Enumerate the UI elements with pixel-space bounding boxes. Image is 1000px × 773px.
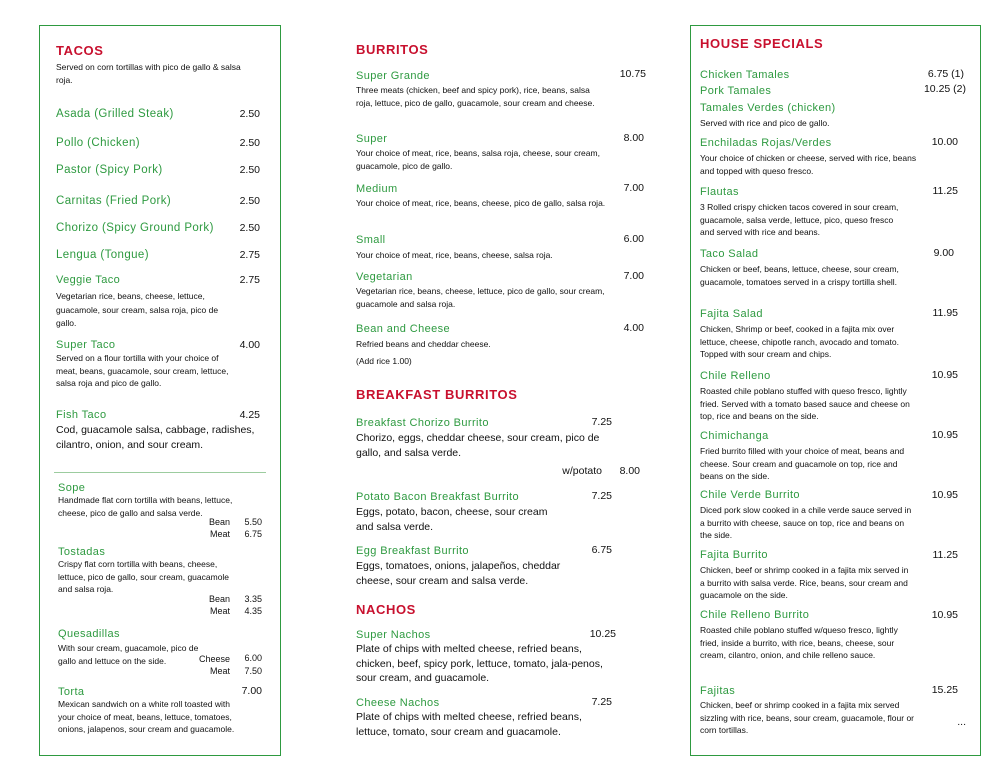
menu-item-description: Three meats (chicken, beef and spicy pork), rice, beans, salsa roja, lettuce, pico de gallo, guacamole, sour cream and cheese. xyxy=(356,85,595,108)
burritos-panel xyxy=(340,25,652,756)
option-price: 6.75 xyxy=(244,529,262,539)
menu-item-description: Diced pork slow cooked in a chile verde sauce served in a burrito with cheese, sauce on top, rice and beans on the side. xyxy=(700,505,912,540)
option-price: 6.00 xyxy=(244,653,262,663)
menu-item-name: Chicken Tamales xyxy=(700,69,790,81)
menu-item-name: Potato Bacon Breakfast Burrito xyxy=(356,491,520,503)
menu-item-name: Enchiladas Rojas/Verdes xyxy=(700,137,832,149)
menu-item-name: Flautas xyxy=(700,186,739,198)
menu-item-price: 2.75 xyxy=(239,274,260,286)
menu-item-description: Mexican sandwich on a white roll toasted with your choice of meat, beans, lettuce, tomatoes, onions, jalapenos, sour cream and guacamole. xyxy=(58,699,235,734)
menu-item-price: 6.00 xyxy=(623,233,644,245)
menu-item-price: 7.00 xyxy=(241,685,262,697)
house-specials-panel xyxy=(690,25,981,756)
option-price: 7.50 xyxy=(244,666,262,676)
menu-item-price: 2.75 xyxy=(239,249,260,261)
menu-item-price: 7.00 xyxy=(623,182,644,194)
menu-item-price: 10.00 xyxy=(931,136,958,148)
menu-item-name: Chile Relleno xyxy=(700,370,771,382)
menu-item-description: Eggs, tomatoes, onions, jalapeños, cheddar cheese, sour cream and salsa verde. xyxy=(356,560,561,587)
menu-item-description: Your choice of meat, rice, beans, salsa roja, cheese, sour cream, guacamole, pico de gallo. xyxy=(356,148,600,171)
burritos-title: BURRITOS xyxy=(356,42,429,57)
menu-item-price: 2.50 xyxy=(239,137,260,149)
menu-item-name: Chimichanga xyxy=(700,430,769,442)
menu-item-description: Refried beans and cheddar cheese. xyxy=(356,339,491,349)
menu-item-name: Super Grande xyxy=(356,70,430,82)
menu-item-description: Your choice of chicken or cheese, served with rice, beans and topped with queso fresco. xyxy=(700,153,917,176)
option-label: Meat xyxy=(209,606,230,616)
breakfast-title: BREAKFAST BURRITOS xyxy=(356,387,518,402)
menu-item-name: Super xyxy=(356,133,388,145)
menu-item-name: Medium xyxy=(356,183,398,195)
menu-item-price: 11.95 xyxy=(932,307,958,319)
menu-item-description: Chorizo, eggs, cheddar cheese, sour cream, pico de gallo, and salsa verde. xyxy=(356,432,600,459)
menu-item-name: Taco Salad xyxy=(700,248,759,260)
menu-item-name: Bean and Cheese xyxy=(356,323,451,335)
menu-item-description: Plate of chips with melted cheese, refried beans, lettuce, tomato, sour cream and guacamole. xyxy=(356,711,582,738)
menu-item-price: 4.00 xyxy=(623,322,644,334)
menu-item-price: 10.95 xyxy=(931,369,958,381)
menu-item-description: 3 Rolled crispy chicken tacos covered in sour cream, guacamole, salsa verde, lettuce, pico, queso fresco and served with rice and beans. xyxy=(700,202,899,237)
menu-item-price: 11.25 xyxy=(932,549,958,561)
menu-item-name: Egg Breakfast Burrito xyxy=(356,545,469,557)
menu-item-price: 7.25 xyxy=(591,416,612,428)
menu-item-description: Chicken, beef or shrimp cooked in a fajita mix served sizzling with rice, beans, sour cream, guacamole, flour or corn tortillas. xyxy=(700,700,915,735)
menu-item-price: 7.00 xyxy=(623,270,644,282)
menu-item-price: 8.00 xyxy=(623,132,644,144)
menu-item-description: Served with rice and pico de gallo. xyxy=(700,118,830,128)
menu-item-name: Cheese Nachos xyxy=(356,697,440,709)
house-specials-title: HOUSE SPECIALS xyxy=(700,36,824,51)
menu-item-description: Roasted chile poblano stuffed w/queso fresco, lightly fried, inside a burrito, with rice, beans, cheese, sour cream, cilantro, onion, and chile relleno sauce. xyxy=(700,625,898,660)
menu-item-price: 4.00 xyxy=(239,339,260,351)
option-label: w/potato xyxy=(562,465,602,477)
option-price: 3.35 xyxy=(244,594,262,604)
continued-ellipsis: ... xyxy=(957,716,966,728)
add-rice-note: (Add rice 1.00) xyxy=(356,356,412,366)
nachos-title: NACHOS xyxy=(356,602,416,617)
menu-item-name: Pastor (Spicy Pork) xyxy=(56,164,163,176)
menu-item-price: 7.25 xyxy=(591,696,612,708)
menu-item-name: Tamales Verdes (chicken) xyxy=(700,102,836,114)
menu-item-name: Pollo (Chicken) xyxy=(56,137,140,149)
menu-item-price: 10.95 xyxy=(931,609,958,621)
menu-item-name: Super Taco xyxy=(56,339,116,351)
menu-item-name: Carnitas (Fried Pork) xyxy=(56,195,172,207)
menu-item-description: Roasted chile poblano stuffed with queso fresco, lightly fried. Served with a tomato based sauce and cheese on top, rice and beans on the side. xyxy=(700,386,910,421)
tacos-intro: Served on corn tortillas with pico de gallo & salsa roja. xyxy=(56,62,241,85)
menu-item-price: 9.00 xyxy=(933,247,954,259)
menu-item-description: Plate of chips with melted cheese, refried beans, chicken, beef, spicy pork, lettuce, tomato, jala-penos, sour cream, and guacamole. xyxy=(356,643,603,684)
menu-item-description: Your choice of meat, rice, beans, cheese, salsa roja. xyxy=(356,250,553,260)
menu-item-name: Tostadas xyxy=(58,546,106,558)
option-label: Meat xyxy=(209,529,230,539)
menu-item-name: Pork Tamales xyxy=(700,85,772,97)
menu-item-name: Fajita Salad xyxy=(700,308,763,320)
menu-item-name: Vegetarian xyxy=(356,271,413,283)
option-price: 4.35 xyxy=(244,606,262,616)
menu-item-price: 6.75 xyxy=(591,544,612,556)
menu-item-description: Eggs, potato, bacon, cheese, sour cream and salsa verde. xyxy=(356,506,548,533)
menu-item-price: 10.75 xyxy=(619,68,646,80)
menu-item-price: 7.25 xyxy=(591,490,612,502)
menu-item-price: 15.25 xyxy=(931,684,958,696)
menu-item-name: Fajita Burrito xyxy=(700,549,768,561)
menu-item-price: 6.75 (1) xyxy=(927,68,964,80)
menu-item-price: 10.25 xyxy=(589,628,616,640)
menu-item-name: Chorizo (Spicy Ground Pork) xyxy=(56,222,214,234)
menu-item-description: With sour cream, guacamole, pico de gallo and lettuce on the side. xyxy=(58,643,199,666)
menu-item-description: Vegetarian rice, beans, cheese, lettuce, pico de gallo, sour cream, guacamole and salsa roja. xyxy=(356,286,605,309)
option-price: 5.50 xyxy=(244,517,262,527)
menu-item-description: Fried burrito filled with your choice of meat, beans and cheese. Sour cream and guacamole on top, rice and beans on the side. xyxy=(700,446,905,481)
tacos-title: TACOS xyxy=(56,43,104,58)
option-price: 8.00 xyxy=(619,465,640,477)
option-label: Meat xyxy=(209,666,230,676)
menu-item-description: Chicken, beef or shrimp cooked in a fajita mix served in a burrito with salsa verde. Rice, beans, sour cream and guacamole on the side. xyxy=(700,565,909,600)
tacos-panel xyxy=(39,25,281,756)
menu-item-description: Served on a flour tortilla with your choice of meat, beans, guacamole, sour cream, lettuce, salsa roja and pico de gallo. xyxy=(56,353,229,388)
menu-item-description: Chicken, Shrimp or beef, cooked in a fajita mix over lettuce, cheese, chipotle ranch, avocado and tomato. Topped with sour cream and chips. xyxy=(700,324,899,359)
menu-item-description: Your choice of meat, rice, beans, cheese, pico de gallo, salsa roja. xyxy=(356,198,606,208)
menu-item-price: 10.95 xyxy=(931,489,958,501)
menu-item-price: 10.95 xyxy=(931,429,958,441)
menu-item-price: 2.50 xyxy=(239,164,260,176)
menu-item-name: Veggie Taco xyxy=(56,274,121,286)
menu-item-price: 2.50 xyxy=(239,195,260,207)
menu-item-name: Torta xyxy=(58,686,85,698)
option-label: Bean xyxy=(208,594,230,604)
option-label: Bean xyxy=(208,517,230,527)
menu-item-name: Quesadillas xyxy=(58,628,120,640)
menu-item-price: 10.25 (2) xyxy=(923,83,966,95)
section-divider xyxy=(54,472,266,473)
menu-item-price: 2.50 xyxy=(239,108,260,120)
menu-item-name: Chile Verde Burrito xyxy=(700,489,800,501)
menu-item-description: Crispy flat corn tortilla with beans, cheese, lettuce, pico de gallo, sour cream, guacamole and salsa roja. xyxy=(58,559,230,594)
menu-item-name: Sope xyxy=(58,482,86,494)
menu-item-name: Asada (Grilled Steak) xyxy=(56,108,174,120)
menu-item-name: Fajitas xyxy=(700,685,736,697)
menu-item-description: Handmade flat corn tortilla with beans, lettuce, cheese, pico de gallo and salsa verde. xyxy=(58,495,233,518)
menu-item-name: Fish Taco xyxy=(56,409,107,421)
menu-item-price: 2.50 xyxy=(239,222,260,234)
menu-item-description: Chicken or beef, beans, lettuce, cheese, sour cream, guacamole, tomatoes served in a crispy tortilla shell. xyxy=(700,264,899,287)
menu-item-name: Breakfast Chorizo Burrito xyxy=(356,417,489,429)
menu-item-price: 4.25 xyxy=(239,409,260,421)
menu-item-name: Super Nachos xyxy=(356,629,431,641)
menu-item-description: Vegetarian rice, beans, cheese, lettuce, guacamole, sour cream, salsa roja, pico de gallo. xyxy=(56,291,219,328)
menu-item-name: Lengua (Tongue) xyxy=(56,249,149,261)
menu-item-description: Cod, guacamole salsa, cabbage, radishes, cilantro, onion, and sour cream. xyxy=(56,424,255,451)
menu-item-name: Chile Relleno Burrito xyxy=(700,609,810,621)
option-label: Cheese xyxy=(198,654,230,664)
menu-item-name: Small xyxy=(356,234,386,246)
menu-item-price: 11.25 xyxy=(932,185,958,197)
